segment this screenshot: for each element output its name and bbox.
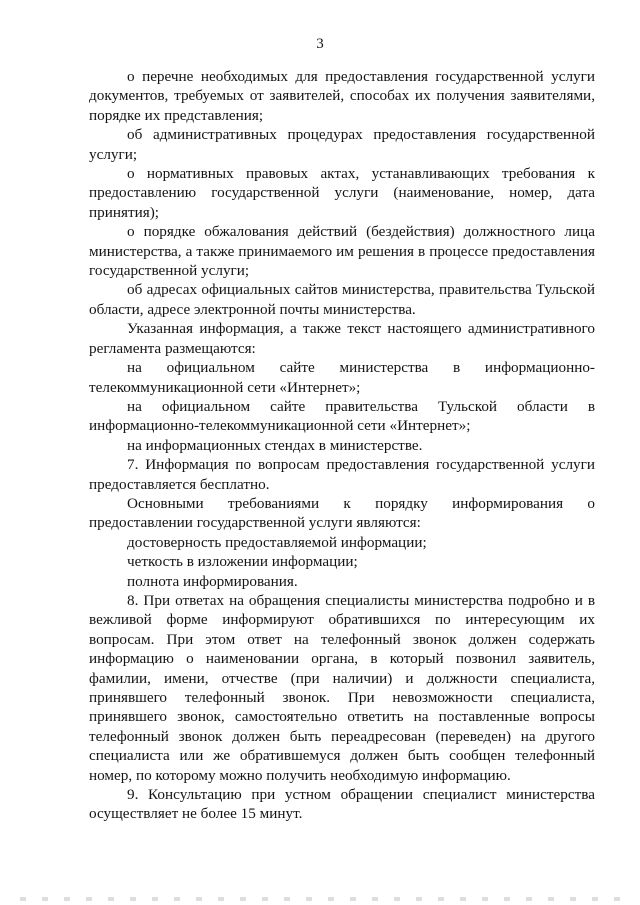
paragraph: полнота информирования. <box>127 572 298 590</box>
paragraph: на официальном сайте министерства в информационно-телекоммуникационной сети «Интернет»; <box>89 359 595 396</box>
scan-artifact <box>20 897 620 901</box>
paragraph: на официальном сайте правительства Тульской области в информационно-телекоммуникационной сети «Интернет»; <box>89 397 595 435</box>
paragraph: о нормативных правовых актах, устанавливающих требования к предоставлению государственной услуги (наименование, номер, дата принятия); <box>89 165 595 221</box>
paragraph: о порядке обжалования действий (бездействия) должностного лица министерства, а также принимаемого им решения в процессе предоставления государственной услуги; <box>89 223 595 280</box>
document-body <box>89 67 595 824</box>
paragraph: на информационных стендах в министерстве. <box>127 436 423 454</box>
page-number: 3 <box>316 36 324 52</box>
paragraph: об административных процедурах предоставления государственной услуги; <box>89 126 595 163</box>
paragraph: 7. Информация по вопросам предоставления государственной услуги предоставляется бесплатно. <box>89 456 595 493</box>
paragraph: 9. Консультацию при устном обращении специалист министерства осуществляет не более 15 минут. <box>89 786 595 823</box>
paragraph: 8. При ответах на обращения специалисты министерства подробно и в вежливой форме информируют обратившихся по интересующим их вопросам. При этом ответ на телефонный звонок должен содержать информацию о наименовании органа, в который позвонил заявитель, фамилии, имени, отчестве (при наличии) и должности специалиста, принявшего телефонный звонок. При невозможности специалиста, принявшего звонок, самостоятельно ответить на поставленные вопросы телефонный звонок должен быть переадресован (переведен) на другого специалиста или же обратившемуся должен быть сообщен телефонный номер, по которому можно получить необходимую информацию. <box>89 591 595 784</box>
paragraph: об адресах официальных сайтов министерства, правительства Тульской области, адресе электронной почты министерства. <box>89 281 595 318</box>
paragraph: Основными требованиями к порядку информирования о предоставлении государственной услуги являются: <box>89 494 595 532</box>
paragraph: о перечне необходимых для предоставления государственной услуги документов, требуемых от заявителей, способах их получения заявителями, порядке их представления; <box>89 68 595 124</box>
paragraph: Указанная информация, а также текст настоящего административного регламента размещаются: <box>89 320 595 357</box>
paragraph: достоверность предоставляемой информации; <box>127 533 427 551</box>
paragraph: четкость в изложении информации; <box>127 553 358 571</box>
